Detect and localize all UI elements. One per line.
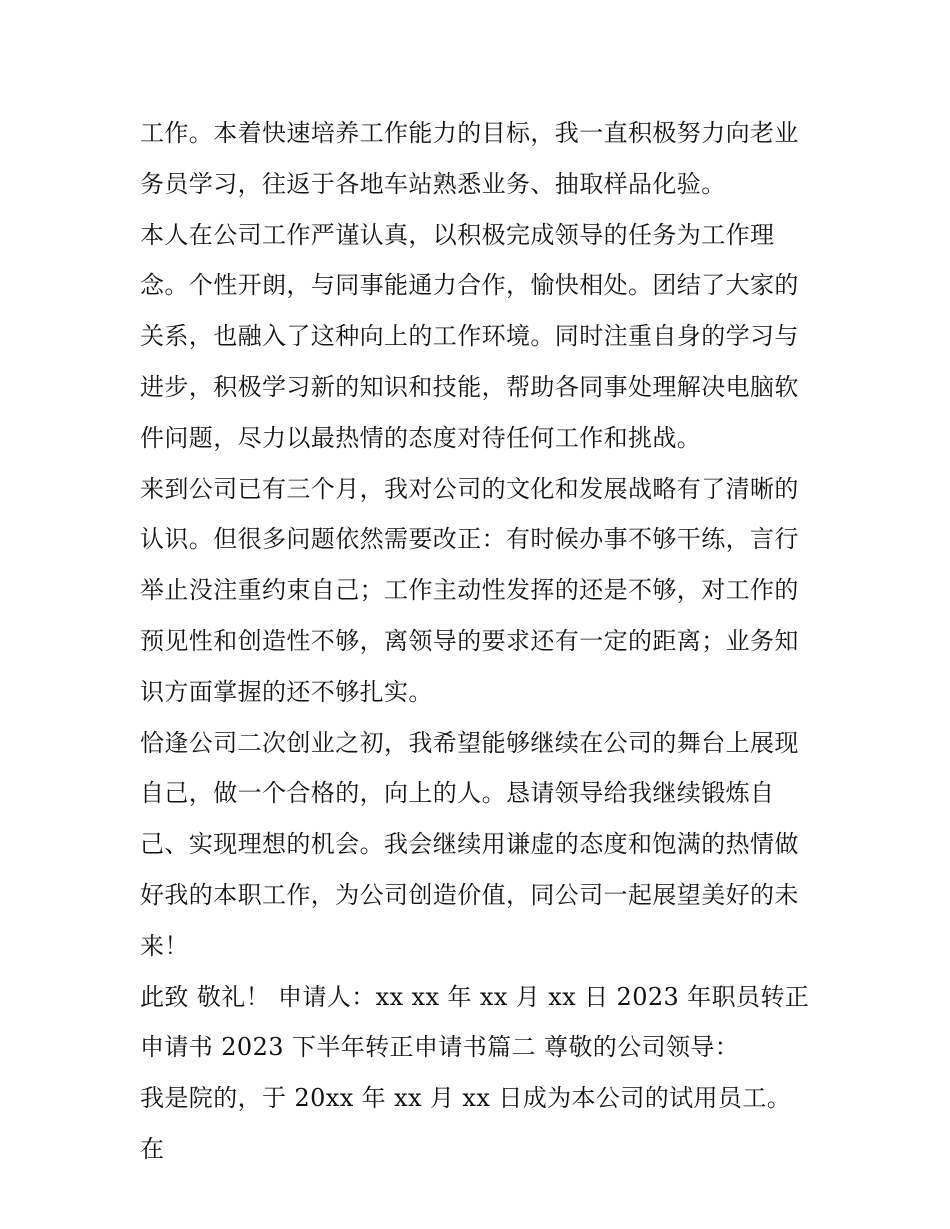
paragraph-closing-signature: 此致 敬礼！ 申请人：xx xx 年 xx 月 xx 日 2023 年职员转正申请书 2023 下半年转正申请书篇二 尊敬的公司领导：	[140, 982, 810, 1062]
paragraph-future-hope: 恰逢公司二次创业之初，我希望能够继续在公司的舞台上展现自己，做一个合格的，向上的人。恳请领导给我继续锻炼自己、实现理想的机会。我会继续用谦虚的态度和饱满的热情做好我的本职工作，为公司创造价值，同公司一起展望美好的未来！	[140, 728, 799, 960]
document-body	[140, 108, 815, 1175]
paragraph-self-assessment: 来到公司已有三个月，我对公司的文化和发展战略有了清晰的认识。但很多问题依然需要改正：有时候办事不够干练，言行举止没注重约束自己；工作主动性发挥的还是不够，对工作的预见性和创造性不够，离领导的要求还有一定的距离；业务知识方面掌握的还不够扎实。	[140, 474, 799, 706]
paragraph-work-learning: 工作。本着快速培养工作能力的目标，我一直积极努力向老业务员学习，往返于各地车站熟悉业务、抽取样品化验。	[140, 119, 799, 198]
paragraph-work-attitude: 本人在公司工作严谨认真，以积极完成领导的任务为工作理念。个性开朗，与同事能通力合作，愉快相处。团结了大家的关系，也融入了这种向上的工作环境。同时注重自身的学习与进步，积极学习新的知识和技能，帮助各同事处理解决电脑软件问题，尽力以最热情的态度对待任何工作和挑战。	[140, 220, 799, 452]
paragraph-second-letter-start: 我是院的，于 20xx 年 xx 月 xx 日成为本公司的试用员工。在	[140, 1084, 792, 1163]
